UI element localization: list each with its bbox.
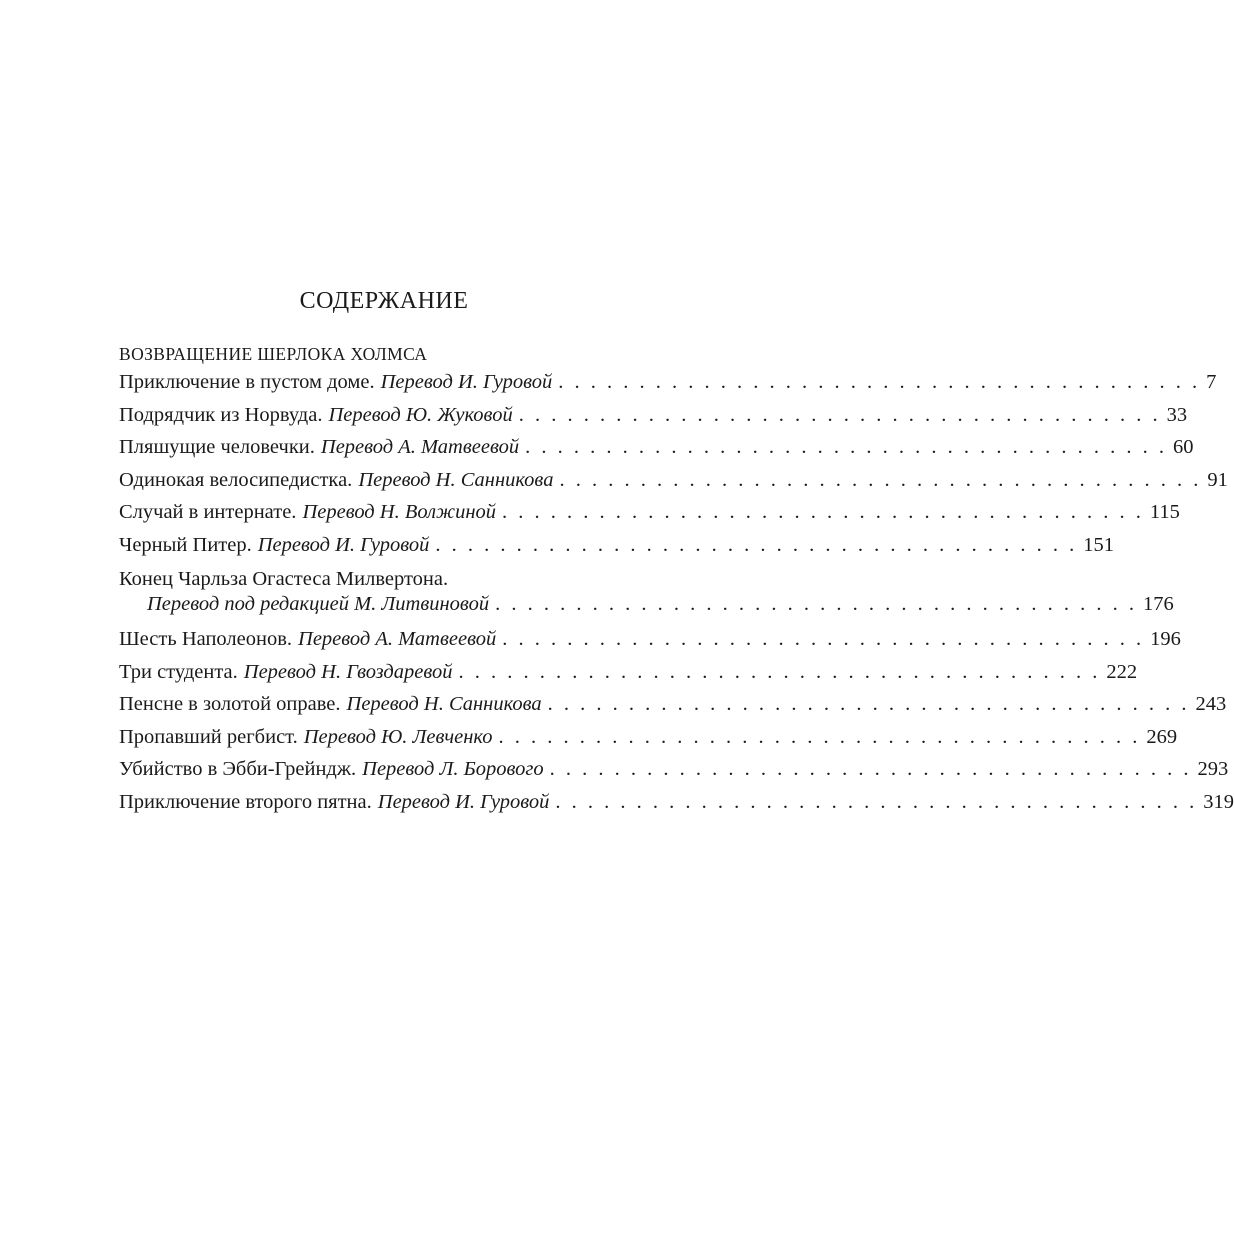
toc-entry[interactable] <box>119 688 1227 721</box>
toc-entry[interactable] <box>119 496 1180 529</box>
entry-page: 91 <box>1207 468 1228 491</box>
page-title: СОДЕРЖАНИЕ <box>299 288 469 314</box>
toc-entry[interactable] <box>119 623 1181 656</box>
entry-title: Пропавший регбист. <box>119 725 298 748</box>
toc-entry[interactable] <box>119 786 1234 819</box>
entry-page: 33 <box>1166 403 1188 426</box>
entry-title: Приключение в пустом доме. <box>119 371 375 393</box>
entry-title: Конец Чарльза Огастеса Милвертона. <box>119 568 449 590</box>
entry-title: Пляшущие человечки. <box>119 436 315 458</box>
entry-title: Черный Питер. <box>119 533 252 556</box>
dot-leader: . . . . . . . . . . . . . . . . . . . . . . . . . . . . . . . . . . . . . . . . <box>498 725 1141 748</box>
toc-entry[interactable] <box>119 366 1217 399</box>
toc-entry[interactable] <box>119 656 1138 689</box>
entry-title: Шесть Наполеонов. <box>119 628 293 650</box>
toc-entry[interactable] <box>119 721 1178 754</box>
entry-page: 7 <box>1206 371 1217 393</box>
entry-page: 196 <box>1150 628 1181 650</box>
toc-entry[interactable] <box>119 567 1174 623</box>
entry-page: 319 <box>1203 790 1234 813</box>
entry-translator: Перевод И. Гуровой <box>380 371 553 393</box>
dot-leader: . . . . . . . . . . . . . . . . . . . . . . . . . . . . . . . . . . . . . . . . <box>502 501 1144 523</box>
toc-entry[interactable] <box>119 464 1228 497</box>
entry-title: Одинокая велосипедистка. <box>119 468 353 491</box>
table-of-contents <box>119 342 1234 818</box>
entry-page: 115 <box>1149 501 1180 523</box>
entry-translator: Перевод Ю. Жуковой <box>328 403 513 426</box>
dot-leader: . . . . . . . . . . . . . . . . . . . . . . . . . . . . . . . . . . . . . . . . <box>525 436 1167 458</box>
dot-leader: . . . . . . . . . . . . . . . . . . . . . . . . . . . . . . . . . . . . . . . . <box>518 403 1161 426</box>
entry-translator: Перевод Н. Гвоздаревой <box>243 660 453 683</box>
entry-page: 222 <box>1106 660 1138 683</box>
entry-title: Убийство в Эбби-Грейндж. <box>119 758 357 780</box>
entry-translator: Перевод под редакцией М. Литвиновой <box>147 593 490 615</box>
dot-leader: . . . . . . . . . . . . . . . . . . . . . . . . . . . . . . . . . . . . . . . . <box>555 790 1198 813</box>
dot-leader: . . . . . . . . . . . . . . . . . . . . . . . . . . . . . . . . . . . . . . . . <box>549 758 1192 780</box>
entry-page: 176 <box>1142 593 1174 615</box>
dot-leader: . . . . . . . . . . . . . . . . . . . . . . . . . . . . . . . . . . . . . . . . <box>547 693 1190 715</box>
entry-title: Приключение второго пятна. <box>119 790 372 813</box>
entry-page: 151 <box>1083 533 1115 556</box>
entry-translator: Перевод И. Гуровой <box>257 533 430 556</box>
dot-leader: . . . . . . . . . . . . . . . . . . . . . . . . . . . . . . . . . . . . . . . . <box>502 628 1145 650</box>
entry-title: Случай в интернате. <box>119 501 297 523</box>
entry-page: 60 <box>1172 436 1194 458</box>
entry-title: Подрядчик из Норвуда. <box>119 403 323 426</box>
toc-entry[interactable] <box>119 431 1194 464</box>
entry-translator: Перевод Л. Борового <box>362 758 544 780</box>
entry-page: 293 <box>1197 758 1229 780</box>
entry-translator: Перевод Ю. Левченко <box>303 725 493 748</box>
toc-entry[interactable] <box>119 529 1115 562</box>
entry-title: Пенсне в золотой оправе. <box>119 693 341 715</box>
entry-page: 243 <box>1195 693 1227 715</box>
dot-leader: . . . . . . . . . . . . . . . . . . . . . . . . . . . . . . . . . . . . . . . . <box>435 533 1078 556</box>
entry-translator: Перевод Н. Волжиной <box>302 501 497 523</box>
dot-leader: . . . . . . . . . . . . . . . . . . . . . . . . . . . . . . . . . . . . . . . . <box>458 660 1101 683</box>
dot-leader: . . . . . . . . . . . . . . . . . . . . . . . . . . . . . . . . . . . . . . . . <box>495 593 1137 615</box>
entry-translator: Перевод А. Матвеевой <box>298 628 497 650</box>
dot-leader: . . . . . . . . . . . . . . . . . . . . . . . . . . . . . . . . . . . . . . . . <box>558 371 1201 393</box>
entry-title: Три студента. <box>119 660 238 683</box>
toc-entry[interactable] <box>119 753 1229 786</box>
entry-translator: Перевод Н. Санникова <box>358 468 554 491</box>
section-title: ВОЗВРАЩЕНИЕ ШЕРЛОКА ХОЛМСА <box>119 344 428 364</box>
entry-translator: Перевод А. Матвеевой <box>320 436 520 458</box>
dot-leader: . . . . . . . . . . . . . . . . . . . . . . . . . . . . . . . . . . . . . . . . <box>559 468 1202 491</box>
entry-translator: Перевод Н. Санникова <box>346 693 542 715</box>
entry-translator: Перевод И. Гуровой <box>377 790 550 813</box>
toc-entry[interactable] <box>119 399 1188 432</box>
entry-page: 269 <box>1146 725 1178 748</box>
